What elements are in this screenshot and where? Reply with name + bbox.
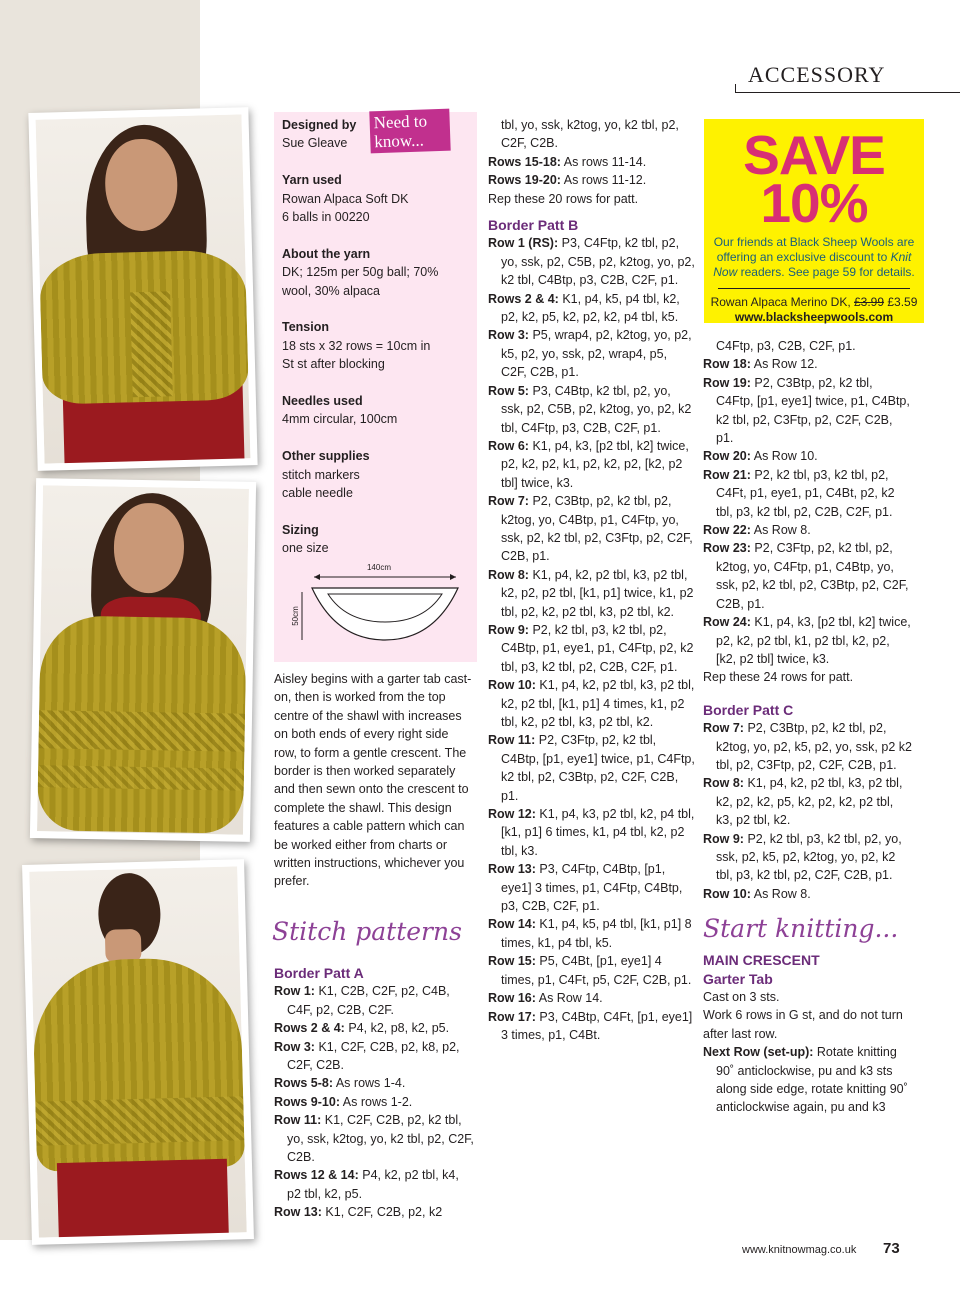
border-a-row-label: Rows 5-8: xyxy=(274,1076,334,1091)
border-a-row xyxy=(488,153,696,171)
border-b-row-label: Row 9: xyxy=(488,622,529,637)
border-b-row-label: Row 19: xyxy=(703,375,751,390)
border-b-row xyxy=(488,989,696,1007)
border-b-row xyxy=(703,447,913,465)
border-c-row xyxy=(703,774,913,829)
border-b-row-label: Row 24: xyxy=(703,615,751,630)
border-b-row-label: Row 21: xyxy=(703,467,751,482)
border-a-row xyxy=(488,171,696,189)
intro-paragraph xyxy=(274,670,474,891)
spacer xyxy=(282,300,472,318)
info-label: Designed by xyxy=(282,118,357,132)
info-label: Yarn used xyxy=(282,173,342,188)
border-b-row-label: Row 1 (RS): xyxy=(488,236,559,251)
border-c-row-label: Row 8: xyxy=(703,776,744,791)
photo-model-front xyxy=(28,107,257,471)
border-b-row-label: Row 14: xyxy=(488,917,536,932)
info-value: one size xyxy=(282,541,329,556)
border-b-row-text: K1, p4, k3, p2 tbl, k2, p4 tbl, [k1, p1] 6 times, k1, p4 tbl, k2, p2 tbl, k3. xyxy=(501,807,695,858)
border-b-row-text: P2, C3Btp, p2, k2 tbl, p2, k2tog, yo, C4Btp, p1, C4Ftp, yo, ssk, p2, k2 tbl, p2, C3Ftp, p2, C2F, C2B, p1. xyxy=(501,494,693,564)
border-b-row-text: P3, C4Btp, C4Ft, [p1, eye1] 3 times, p1, C4Bt. xyxy=(501,1009,693,1042)
info-label: Tension xyxy=(282,320,329,335)
border-b-row xyxy=(488,234,696,289)
info-value: Rowan Alpaca Soft DK 6 balls in 00220 xyxy=(282,191,409,225)
border-c-row xyxy=(703,885,913,903)
border-a-row-text: As rows 11-12. xyxy=(563,173,647,188)
info-value: 18 sts x 32 rows = 10cm in St st after blocking xyxy=(282,338,431,372)
border-b-row-label: Row 6: xyxy=(488,438,529,453)
border-a-row-label: Row 3: xyxy=(274,1039,315,1054)
border-a-row-label: Rows 9-10: xyxy=(274,1094,340,1109)
border-a-row-label: Row 1: xyxy=(274,984,315,999)
header-rule xyxy=(735,92,960,93)
border-b-row xyxy=(488,382,696,437)
border-b-row xyxy=(488,805,696,860)
photo-model-wrapped xyxy=(30,478,256,842)
photo-model-back xyxy=(22,859,254,1245)
border-a-row xyxy=(274,1019,474,1037)
border-b-row-label: Row 22: xyxy=(703,523,751,538)
info-label: About the yarn xyxy=(282,246,371,261)
header-rule-tick xyxy=(735,84,736,92)
instruction-line: Cast on 3 sts. xyxy=(703,990,780,1004)
border-a-row-text: K1, C2F, C2B, p2, k8, p2, C2F, C2B. xyxy=(287,1039,460,1073)
border-b-row-text: P3, C4Btp, k2 tbl, p2, yo, ssk, p2, C5B, p2, k2tog, yo, p2, k2 tbl, C4Ftp, p3, C2B, C2F, p1. xyxy=(501,383,692,435)
border-patt-a xyxy=(274,964,474,1222)
footer-url[interactable]: www.knitnowmag.co.uk xyxy=(742,1244,857,1256)
diagram-height-label: 50cm xyxy=(291,606,300,626)
border-a-row xyxy=(274,1111,474,1166)
border-a-row-label: Rows 2 & 4: xyxy=(274,1021,345,1036)
save-url-link[interactable]: www.blacksheepwools.com xyxy=(734,310,894,324)
border-b-row-text: P2, C3Ftp, p2, k2 tbl, C4Btp, [p1, eye1] twice, p1, C4Ftp, k2 tbl, p2, C3Btp, p2, C2F, C2B, p1. xyxy=(501,733,695,803)
save-promo-box xyxy=(704,119,924,323)
border-a-row-text: As rows 1-2. xyxy=(342,1094,413,1109)
border-a-row-text: K1, C2F, C2B, p2, k2 xyxy=(325,1205,443,1220)
border-a-row-label: Rows 12 & 14: xyxy=(274,1168,359,1183)
spacer xyxy=(703,903,913,913)
intro-text: Aisley begins with a garter tab cast-on, then is worked from the top centre of the shawl with increases on both ends of every right side row, to form a gentle crescent. The border is then worked separately and then sewn onto the crescent to complete the shawl. This design features a cable pattern which can be worked either from charts or written instructions, whichever you prefer. xyxy=(274,672,472,889)
info-value: DK; 125m per 50g ball; 70% wool, 30% alpaca xyxy=(282,265,439,298)
info-label: Needles used xyxy=(282,394,363,409)
border-b-row-text: P3, C4Ftp, C4Btp, [p1, eye1] 3 times, p1, C4Ftp, C4Btp, p3, C2B, C2F, p1. xyxy=(501,862,683,914)
setup-row-label: Next Row (set-up): xyxy=(703,1045,814,1060)
border-b-row xyxy=(703,613,913,668)
shawl-diagram xyxy=(284,558,462,648)
border-b-row xyxy=(488,290,696,327)
border-b-row-label: Row 15: xyxy=(488,954,536,969)
border-b-row xyxy=(488,952,696,989)
border-b-row-label: Row 5: xyxy=(488,383,529,398)
instruction-line: Work 6 rows in G st, and do not turn after last row. xyxy=(703,1008,903,1041)
border-b-row-text: P2, C3Ftp, p2, k2 tbl, p2, k2tog, yo, C4Ftp, p1, C4Btp, yo, ssk, p2, k2 tbl, p2, C3Btp, p2, C2F, C2B, p1. xyxy=(716,541,909,611)
border-c-row xyxy=(703,719,913,774)
border-c-row-text: As Row 8. xyxy=(753,886,811,901)
border-b-row-label: Row 7: xyxy=(488,494,529,509)
save-yarn-price: Rowan Alpaca Merino DK, £3.99 £3.59 xyxy=(710,295,918,309)
border-b-row-text: P3, C4Ftp, k2 tbl, p2, yo, ssk, p2, C5B, p2, k2tog, yo, p2, k2 tbl, C4Btp, p3, C2B, C2F, p1. xyxy=(501,236,695,288)
border-b-row xyxy=(488,676,696,731)
border-b-row-text: K1, p4, k3, [p2 tbl, k2] twice, p2, k2, p2, k1, p2, k2, p2, [k2, p2 tbl] twice, k3. xyxy=(501,438,689,490)
border-b-repeat: Rep these 24 rows for patt. xyxy=(703,670,854,685)
border-b-row xyxy=(488,492,696,566)
save-divider xyxy=(718,288,910,289)
border-c-row xyxy=(703,830,913,885)
col2-continuation: tbl, yo, ssk, k2tog, yo, k2 tbl, p2, C2F, C2B. xyxy=(501,118,679,151)
info-label: Other supplies xyxy=(282,449,370,464)
border-b-row xyxy=(488,731,696,805)
need-to-know-tag: Need to know... xyxy=(369,109,450,154)
border-b-row-label: Row 17: xyxy=(488,1009,536,1024)
border-c-title: Border Patt C xyxy=(703,701,794,718)
start-knitting-heading: Start knitting... xyxy=(703,914,899,944)
border-b-row-label: Row 20: xyxy=(703,449,751,464)
spacer xyxy=(703,687,913,701)
border-b-row-label: Row 10: xyxy=(488,678,536,693)
border-a-row-text: K1, C2F, C2B, p2, k2 tbl, yo, ssk, k2tog, yo, k2 tbl, p2, C2F, C2B. xyxy=(287,1113,474,1165)
border-b-row-label: Rows 2 & 4: xyxy=(488,291,559,306)
border-a-row xyxy=(274,982,474,1019)
spacer xyxy=(488,208,696,216)
border-b-row-text: K1, p4, k5, p4 tbl, [k1, p1] 8 times, k1, p4 tbl, k5. xyxy=(501,917,692,950)
page-number: 73 xyxy=(883,1240,900,1257)
stitch-patterns-heading: Stitch patterns xyxy=(272,917,462,946)
border-b-row xyxy=(488,566,696,621)
border-c-row-text: P2, k2 tbl, p3, k2 tbl, p2, yo, ssk, p2, k5, p2, k2tog, yo, p2, k2 tbl, p3, k2 tbl, p2, C2F, C2B, p1. xyxy=(716,831,902,883)
border-a-row xyxy=(274,1074,474,1092)
pattern-column-2 xyxy=(488,116,696,1044)
border-b-row xyxy=(488,1008,696,1045)
border-b-row-label: Row 23: xyxy=(703,541,751,556)
save-description: Our friends at Black Sheep Wools are offering an exclusive discount to Knit Now readers. See page 59 for details. xyxy=(713,235,915,279)
info-value: stitch markers cable needle xyxy=(282,467,360,501)
border-b-row-text: P2, k2 tbl, p3, k2 tbl, p2, C4Btp, p1, eye1, p1, C4Ftp, p2, k2 tbl, p3, k2 tbl, p2, C2B, C2F, p1. xyxy=(501,622,694,674)
border-a-row-label: Row 13: xyxy=(274,1205,322,1220)
border-a-row-label: Rows 19-20: xyxy=(488,173,561,188)
border-b-row-text: K1, p4, k2, p2 tbl, k3, p2 tbl, k2, p2 tbl, [k1, p1] 4 times, k1, p2 tbl, k2, p2 tbl, k3, p2 tbl, k2. xyxy=(501,678,695,729)
border-c-row-text: P2, C3Btp, p2, k2 tbl, p2, k2tog, yo, p2, k5, p2, yo, ssk, p2 k2 tbl, p2, C3Ftp, p2, C2F, C2B, p1. xyxy=(716,721,912,772)
border-a-repeat: Rep these 20 rows for patt. xyxy=(488,191,639,206)
border-b-row-text: K1, p4, k3, [p2 tbl, k2] twice, p2, k2, p2 tbl, k1, p2 tbl, k2, p2, [k2, p2 tbl] twice, k3. xyxy=(716,615,911,666)
pattern-column-3 xyxy=(703,337,913,1117)
border-b-title: Border Patt B xyxy=(488,217,579,234)
spacer xyxy=(282,153,472,171)
border-b-row xyxy=(703,466,913,521)
border-b-row-label: Row 18: xyxy=(703,357,751,372)
border-a-row xyxy=(274,1166,474,1203)
info-label: Sizing xyxy=(282,522,319,537)
border-b-row xyxy=(488,621,696,676)
save-percent: 10% xyxy=(760,172,868,234)
border-b-row xyxy=(703,355,913,373)
border-b-row-label: Row 12: xyxy=(488,807,536,822)
border-b-row xyxy=(488,915,696,952)
border-a-row-text: P4, k2, p8, k2, p5. xyxy=(348,1021,450,1036)
border-b-row xyxy=(703,374,913,448)
border-b-row-text: As Row 14. xyxy=(538,991,603,1006)
border-b-row xyxy=(703,539,913,613)
border-c-row-label: Row 9: xyxy=(703,831,744,846)
spacer xyxy=(282,374,472,392)
border-c-row-label: Row 7: xyxy=(703,721,744,736)
border-b-row-label: Row 11: xyxy=(488,733,536,748)
spacer xyxy=(282,429,472,447)
border-b-row xyxy=(703,521,913,539)
setup-row-text: Rotate knitting 90˚ anticlockwise, pu and k3 sts along side edge, rotate knitting 90˚ anticlockwise again, pu and k3 xyxy=(716,1045,908,1115)
border-a-row-text: K1, C2B, C2F, p2, C4B, C4F, p2, C2B, C2F. xyxy=(287,984,450,1017)
border-b-row-text: P2, k2 tbl, p3, k2 tbl, p2, C4Ft, p1, eye1, p1, C4Bt, p2, k2 tbl, p3, k2 tbl, p2, C2B, C2F, p1. xyxy=(716,467,895,519)
border-b-row-text: As Row 10. xyxy=(753,449,818,464)
info-value: 4mm circular, 100cm xyxy=(282,412,398,427)
info-value: Sue Gleave xyxy=(282,136,348,151)
border-a-row-text: As rows 11-14. xyxy=(563,154,647,169)
border-b-row-label: Row 13: xyxy=(488,862,536,877)
main-crescent-title: MAIN CRESCENT xyxy=(703,952,820,969)
need-to-know-info xyxy=(282,116,472,558)
border-b-row-label: Row 3: xyxy=(488,328,529,343)
save-headline: SAVE xyxy=(743,124,885,186)
border-a-row-label: Row 11: xyxy=(274,1113,322,1128)
border-a-row-label: Rows 15-18: xyxy=(488,154,561,169)
border-b-row-text: P5, C4Bt, [p1, eye1] 4 times, p1, C4Ft, p5, C2F, C2B, p1. xyxy=(501,954,692,987)
border-b-row-text: P5, wrap4, p2, k2tog, yo, p2, k5, p2, yo, ssk, p2, wrap4, p5, C2F, C2B, p1. xyxy=(501,328,692,380)
border-c-row-text: K1, p4, k2, p2 tbl, k3, p2 tbl, k2, p2, k2, p5, k2, p2, k2, p2 tbl, k3, p2 tbl, k2. xyxy=(716,776,903,828)
col3-continuation: C4Ftp, p3, C2B, C2F, p1. xyxy=(716,339,856,353)
spacer xyxy=(282,502,472,520)
border-b-row-text: K1, p4, k5, p4 tbl, k2, p2, k2, p5, k2, p2, k2, p4 tbl, k5. xyxy=(501,291,680,325)
border-c-row-label: Row 10: xyxy=(703,886,751,901)
garter-tab-title: Garter Tab xyxy=(703,970,773,987)
border-b-row-label: Row 16: xyxy=(488,991,536,1006)
border-a-title: Border Patt A xyxy=(274,965,364,981)
spacer xyxy=(282,226,472,244)
border-a-row xyxy=(274,1093,474,1111)
border-b-row xyxy=(488,437,696,492)
border-b-row-text: As Row 8. xyxy=(753,523,811,538)
diagram-width-label: 140cm xyxy=(366,563,392,572)
border-b-row-text: As Row 12. xyxy=(753,357,818,372)
border-a-row-text: As rows 1-4. xyxy=(335,1076,406,1091)
section-header: ACCESSORY xyxy=(748,62,886,87)
border-b-row-text: K1, p4, k2, p2 tbl, k3, p2 tbl, k2, p2, p2 tbl, [k1, p1] twice, k1, p2 tbl, p2, k2, p2 tbl, k3, p2 tbl, k2. xyxy=(501,567,694,619)
border-a-row xyxy=(274,1203,474,1221)
border-b-row xyxy=(488,326,696,381)
setup-row xyxy=(703,1043,913,1117)
border-b-row-text: P2, C3Btp, p2, k2 tbl, C4Ftp, [p1, eye1] twice, p1, C4Btp, k2 tbl, p2, C3Ftp, p2, C2F, C2B, p1. xyxy=(716,375,910,446)
border-a-row-text: P4, k2, p2 tbl, k4, p2 tbl, k2, p5. xyxy=(287,1168,459,1201)
border-b-row xyxy=(488,860,696,915)
border-a-row xyxy=(274,1038,474,1075)
border-b-row-label: Row 8: xyxy=(488,567,529,582)
